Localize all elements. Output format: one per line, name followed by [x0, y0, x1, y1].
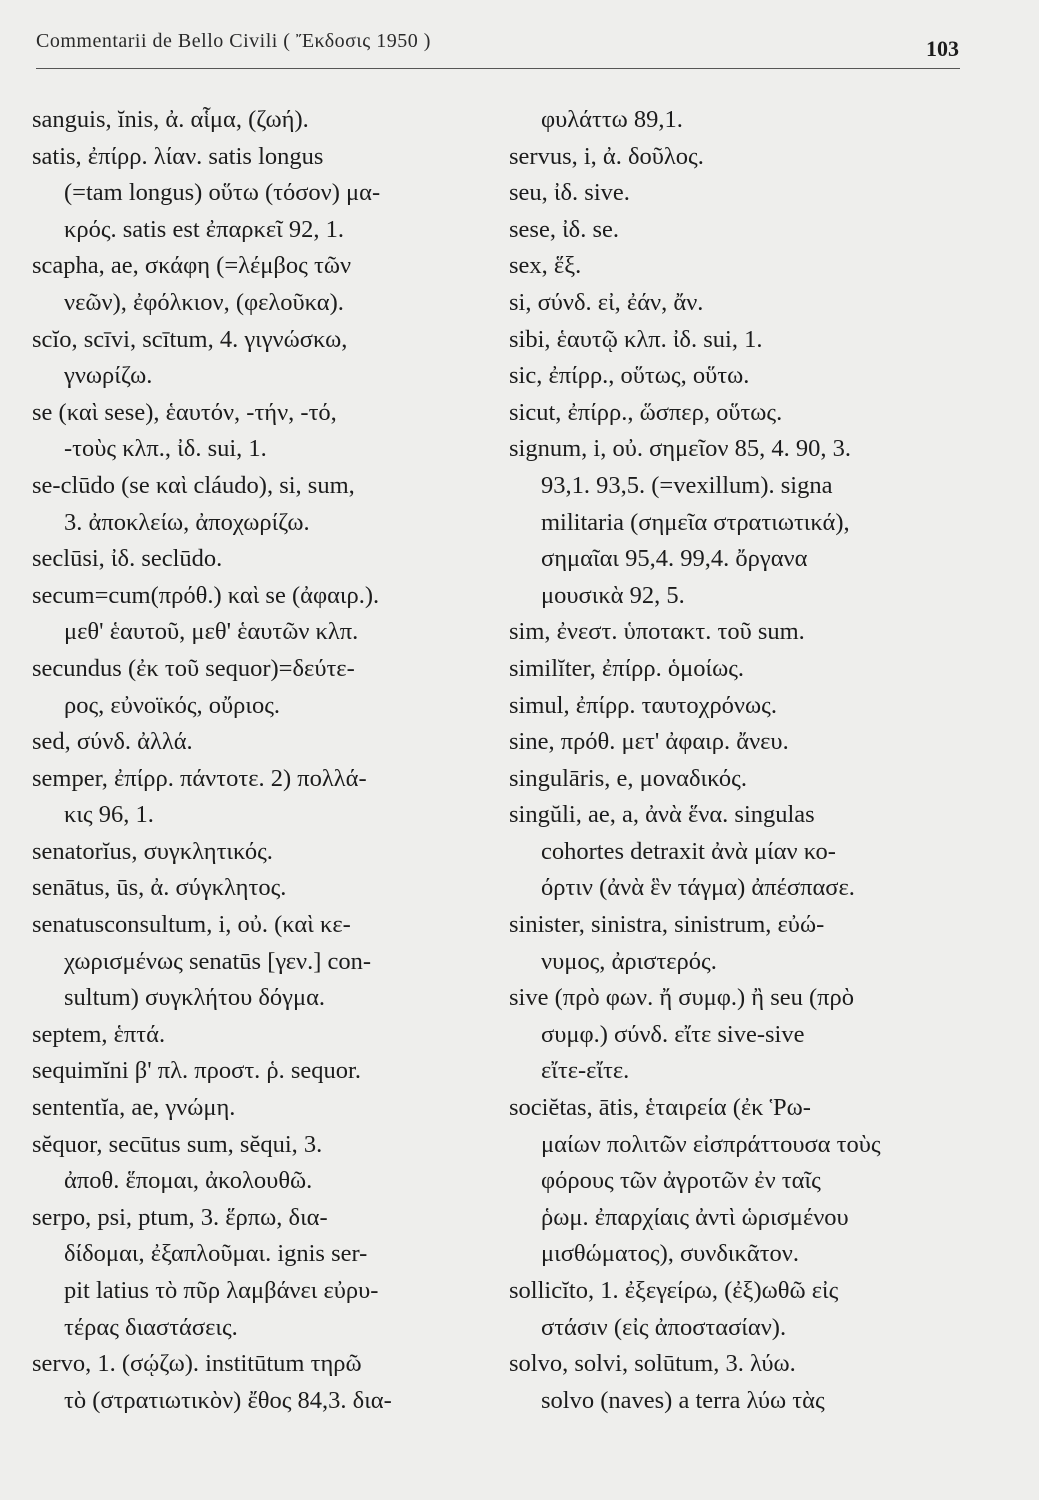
entry-line: sed, σύνδ. ἀλλά. — [32, 728, 193, 756]
dictionary-entry — [509, 907, 964, 980]
entry-line: sanguis, ĭnis, ἀ. αἷμα, (ζωή). — [32, 106, 309, 133]
entry-line: sex, ἕξ. — [509, 252, 582, 280]
page-number: 103 — [926, 36, 959, 61]
entry-line: τὸ (στρατιωτικὸν) ἔθος 84,3. δια- — [64, 1386, 392, 1414]
entry-line: signum, i, οὐ. σημεῖον 85, 4. 90, 3. — [509, 435, 851, 463]
dictionary-entry — [509, 614, 964, 651]
entry-line: σημαῖαι 95,4. 99,4. ὄργανα — [541, 545, 808, 573]
dictionary-entry — [32, 248, 482, 321]
entry-line: sociĕtas, ātis, ἑταιρεία (ἐκ Ῥω- — [509, 1094, 811, 1122]
dictionary-entry — [32, 907, 482, 1017]
dictionary-entry — [509, 212, 964, 249]
dictionary-entry — [509, 1346, 964, 1419]
entry-line: sĕquor, secūtus sum, sĕqui, 3. — [32, 1130, 323, 1158]
dictionary-entry — [509, 102, 964, 139]
entry-line: septem, ἑπτά. — [32, 1020, 166, 1048]
dictionary-entry — [32, 578, 482, 651]
dictionary-entry — [509, 797, 964, 907]
entry-line: solvo, solvi, solūtum, 3. λύω. — [509, 1350, 796, 1378]
dictionary-entry — [509, 139, 964, 176]
dictionary-entry — [32, 724, 482, 761]
dictionary-entry — [509, 248, 964, 285]
dictionary-entry — [32, 102, 482, 139]
entry-line: si, σύνδ. εἰ, ἐάν, ἄν. — [509, 288, 704, 316]
entry-line: ἀποθ. ἕπομαι, ἀκολουθῶ. — [64, 1167, 313, 1195]
entry-line: sim, ἐνεστ. ὑποτακτ. τοῦ sum. — [509, 618, 805, 646]
entry-line: sultum) συγκλήτου δόγμα. — [64, 984, 326, 1012]
dictionary-entry — [32, 761, 482, 834]
entry-line: sic, ἐπίρρ., οὕτως, οὕτω. — [509, 362, 750, 390]
dictionary-entry — [32, 1200, 482, 1346]
entry-line: -τοὺς κλπ., ἰδ. sui, 1. — [64, 435, 267, 463]
entry-line: μαίων πολιτῶν εἰσπράττουσα τοὺς — [541, 1130, 881, 1158]
entry-line: μισθώματος), συνδικᾶτον. — [541, 1240, 800, 1268]
dictionary-entry — [32, 395, 482, 468]
entry-line: sine, πρόθ. μετ' ἀφαιρ. ἄνευ. — [509, 728, 789, 756]
dictionary-entry — [32, 1090, 482, 1127]
right-column — [509, 102, 964, 1419]
entry-line: εἴτε-εἴτε. — [541, 1057, 630, 1085]
entry-line: seclūsi, ἰδ. seclūdo. — [32, 545, 223, 573]
dictionary-entry — [509, 980, 964, 1090]
entry-line: simul, ἐπίρρ. ταυτοχρόνως. — [509, 691, 777, 719]
entry-line: sententĭa, ae, γνώμη. — [32, 1094, 236, 1122]
dictionary-entry — [509, 175, 964, 212]
entry-line: senatusconsultum, i, οὐ. (καὶ κε- — [32, 911, 351, 939]
dictionary-entry — [32, 139, 482, 249]
entry-line: ῥωμ. ἐπαρχίαις ἀντὶ ὡρισμένου — [541, 1203, 849, 1231]
entry-line: scĭo, scīvi, scītum, 4. γιγνώσκω, — [32, 325, 348, 353]
entry-line: φυλάττω 89,1. — [541, 106, 683, 133]
dictionary-entry — [32, 322, 482, 395]
dictionary-entry — [509, 1090, 964, 1273]
entry-line: μουσικὰ 92, 5. — [541, 581, 685, 609]
left-column — [32, 102, 482, 1419]
entry-line: sinister, sinistra, sinistrum, εὐώ- — [509, 911, 825, 939]
entry-line: 3. ἀποκλείω, ἀποχωρίζω. — [64, 508, 310, 536]
dictionary-entry — [509, 761, 964, 798]
entry-line: sese, ἰδ. se. — [509, 215, 619, 243]
entry-line: γνωρίζω. — [64, 362, 153, 390]
dictionary-entry — [509, 1273, 964, 1346]
entry-line: όρτιν (ἀνὰ ἓν τάγμα) ἀπέσπασε. — [541, 874, 855, 902]
entry-line: τέρας διαστάσεις. — [64, 1313, 238, 1341]
dictionary-entry — [32, 651, 482, 724]
entry-line: κρός. satis est ἐπαρκεῖ 92, 1. — [64, 215, 344, 243]
entry-line: νεῶν), ἐφόλκιον, (φελοῦκα). — [64, 288, 344, 316]
dictionary-entry — [509, 395, 964, 432]
entry-line: singŭli, ae, a, ἀνὰ ἕνα. singulas — [509, 801, 815, 829]
dictionary-entry — [32, 1017, 482, 1054]
dictionary-entry — [32, 468, 482, 541]
entry-line: senātus, ūs, ἀ. σύγκλητος. — [32, 874, 287, 902]
entry-line: κις 96, 1. — [64, 801, 154, 829]
entry-line: secundus (ἐκ τοῦ sequor)=δεύτε- — [32, 654, 355, 682]
entry-line: se (καὶ sese), ἑαυτόν, -τήν, -τό, — [32, 398, 337, 426]
entry-line: μεθ' ἑαυτοῦ, μεθ' ἑαυτῶν κλπ. — [64, 618, 359, 646]
dictionary-entry — [509, 431, 964, 614]
dictionary-entry — [32, 541, 482, 578]
entry-line: δίδομαι, ἐξαπλοῦμαι. ignis ser- — [64, 1240, 368, 1268]
entry-line: senatorĭus, συγκλητικός. — [32, 837, 273, 865]
running-title: Commentarii de Bello Civili ( Ἔκδοσις 1950 ) — [36, 30, 431, 52]
entry-line: scapha, ae, σκάφη (=λέμβος τῶν — [32, 252, 352, 280]
dictionary-entry — [509, 358, 964, 395]
entry-line: singulāris, e, μοναδικός. — [509, 764, 747, 792]
dictionary-entry — [509, 285, 964, 322]
entry-line: sibi, ἑαυτῷ κλπ. ἰδ. sui, 1. — [509, 325, 763, 353]
dictionary-entry — [509, 688, 964, 725]
entry-line: sollicĭto, 1. ἐξεγείρω, (ἐξ)ωθῶ εἰς — [509, 1277, 839, 1304]
entry-line: νυμος, ἀριστερός. — [541, 947, 717, 975]
entry-line: sequimĭni β' πλ. προστ. ῥ. sequor. — [32, 1057, 361, 1085]
entry-line: secum=cum(πρόθ.) καὶ se (ἀφαιρ.). — [32, 581, 380, 609]
entry-line: similĭter, ἐπίρρ. ὁμοίως. — [509, 654, 745, 682]
entry-line: seu, ἰδ. sive. — [509, 179, 630, 207]
entry-line: sicut, ἐπίρρ., ὥσπερ, οὕτως. — [509, 398, 783, 426]
entry-line: (=tam longus) οὕτω (τόσον) μα- — [64, 179, 381, 207]
entry-line: solvo (naves) a terra λύω τὰς — [541, 1386, 825, 1414]
dictionary-entry — [509, 724, 964, 761]
dictionary-entry — [509, 651, 964, 688]
entry-line: satis, ἐπίρρ. λίαν. satis longus — [32, 142, 324, 170]
entry-line: 93,1. 93,5. (=vexillum). signa — [541, 471, 833, 499]
dictionary-entry — [32, 1127, 482, 1200]
entry-line: se-clūdo (se καὶ cláudo), si, sum, — [32, 471, 355, 499]
entry-line: χωρισμένως senatūs [γεν.] con- — [64, 947, 372, 975]
entry-line: pit latius τὸ πῦρ λαμβάνει εὐρυ- — [64, 1277, 379, 1304]
entry-line: στάσιν (εἰς ἀποστασίαν). — [541, 1313, 787, 1341]
dictionary-entry — [509, 322, 964, 359]
entry-line: cohortes detraxit ἀνὰ μίαν κο- — [541, 837, 836, 865]
entry-line: φόρους τῶν ἀγροτῶν ἐν ταῖς — [541, 1167, 821, 1195]
entry-line: semper, ἐπίρρ. πάντοτε. 2) πολλά- — [32, 764, 367, 792]
entry-line: serpo, psi, ptum, 3. ἕρπω, δια- — [32, 1203, 328, 1231]
header-rule — [36, 68, 960, 69]
dictionary-entry — [32, 1346, 482, 1419]
entry-line: militaria (σημεῖα στρατιωτικά), — [541, 508, 850, 536]
entry-line: ρος, εὐνοϊκός, οὔριος. — [64, 691, 281, 719]
dictionary-entry — [32, 1053, 482, 1090]
dictionary-entry — [32, 870, 482, 907]
entry-line: servo, 1. (σῴζω). institūtum τηρῶ — [32, 1350, 362, 1378]
entry-line: συμφ.) σύνδ. εἴτε sive-sive — [541, 1020, 805, 1048]
entry-line: servus, i, ἀ. δοῦλος. — [509, 142, 704, 170]
dictionary-entry — [32, 834, 482, 871]
entry-line: sive (πρὸ φων. ἤ συμφ.) ἢ seu (πρὸ — [509, 984, 854, 1012]
